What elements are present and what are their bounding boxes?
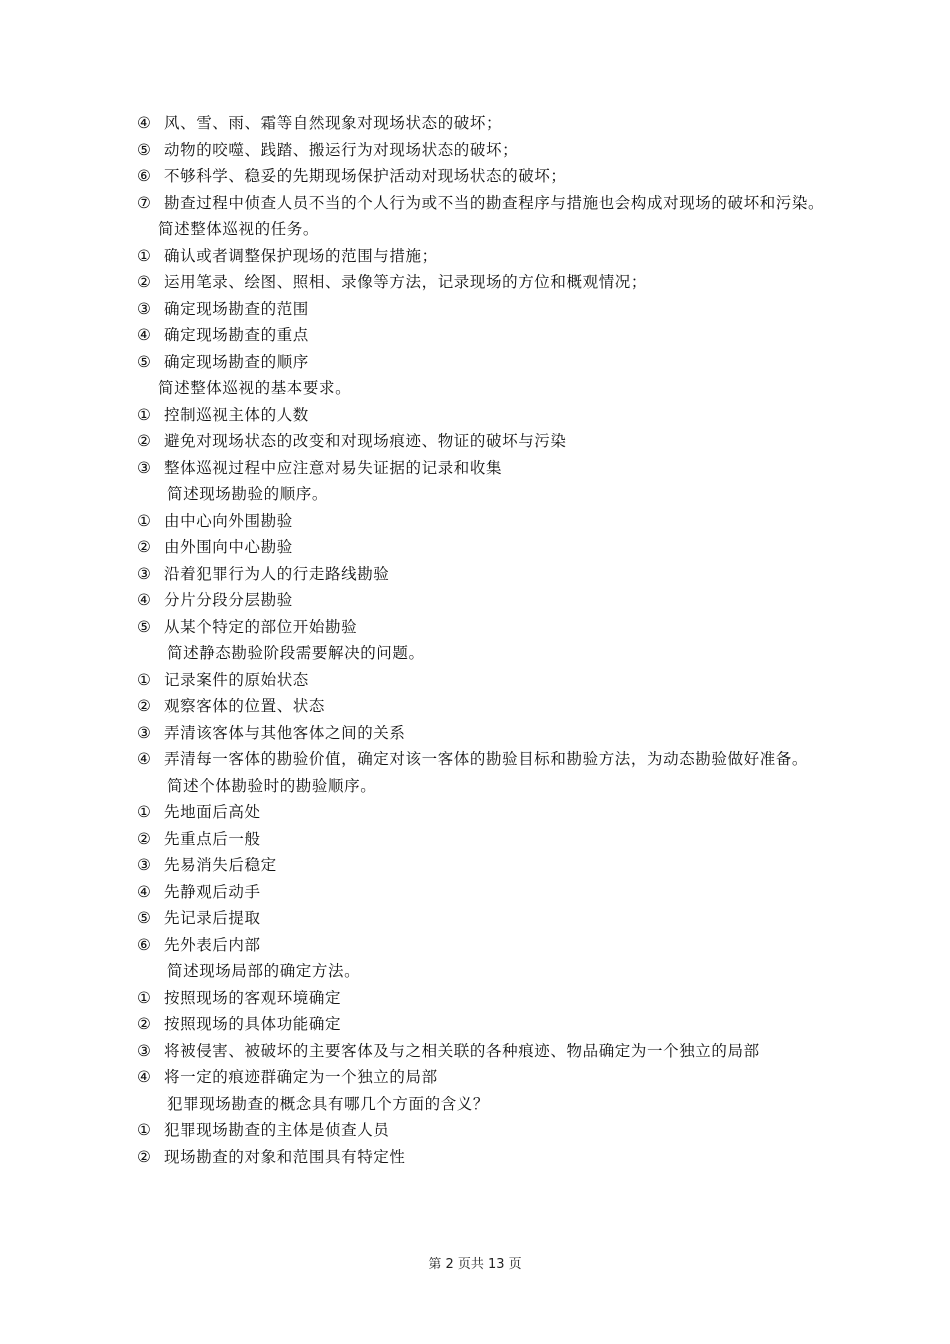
list-item <box>137 137 827 164</box>
item-text: 将被侵害、被破坏的主要客体及与之相关联的各种痕迹、物品确定为一个独立的局部 <box>164 1041 760 1060</box>
item-number: ③ <box>137 723 152 742</box>
item-number: ② <box>137 273 152 291</box>
page-number-footer: 第 2 页共 13 页 <box>428 1257 522 1272</box>
item-number: ① <box>137 1121 152 1139</box>
item-number: ③ <box>137 564 152 583</box>
list-item <box>137 1038 827 1065</box>
item-text: 弄清每一客体的勘验价值，确定对该一客体的勘验目标和勘验方法，为动态勘验做好准备。 <box>164 750 809 768</box>
list-item <box>137 720 827 747</box>
item-number: ⑤ <box>137 617 152 636</box>
item-text: 按照现场的具体功能确定 <box>164 1015 342 1033</box>
item-text: 先记录后提取 <box>164 909 261 927</box>
item-text: 风、雪、雨、霜等自然现象对现场状态的破坏； <box>164 114 503 132</box>
item-text: 先重点后一般 <box>164 829 261 848</box>
item-number: ⑤ <box>137 909 152 927</box>
list-item <box>137 1144 827 1171</box>
item-text: 由中心向外围勘验 <box>164 511 293 530</box>
list-item <box>137 932 827 959</box>
item-number: ③ <box>137 458 152 477</box>
item-number: ② <box>137 432 152 450</box>
item-number: ④ <box>137 326 152 344</box>
item-number: ② <box>137 1147 152 1166</box>
item-text: 动物的咬噬、践踏、搬运行为对现场状态的破坏； <box>164 140 519 159</box>
list-item <box>137 1011 827 1038</box>
item-text: 确认或者调整保护现场的范围与措施； <box>164 246 438 265</box>
item-text: 不够科学、稳妥的先期现场保护活动对现场状态的破坏； <box>164 167 567 185</box>
list-item <box>137 587 827 614</box>
list-item <box>137 693 827 720</box>
list-item <box>137 455 827 482</box>
item-number: ② <box>137 829 152 848</box>
list-item <box>137 349 827 376</box>
list-item <box>137 428 827 455</box>
item-number: ② <box>137 697 152 715</box>
list-item <box>137 1117 827 1144</box>
item-text: 先易消失后稳定 <box>164 856 277 874</box>
item-text: 确定现场勘查的重点 <box>164 326 309 344</box>
list-item <box>137 296 827 323</box>
question-heading: 犯罪现场勘查的概念具有哪几个方面的含义？ <box>167 1094 490 1113</box>
item-number: ③ <box>137 856 152 874</box>
list-item <box>137 905 827 932</box>
item-number: ① <box>137 511 152 530</box>
question-heading: 简述个体勘验时的勘验顺序。 <box>167 776 377 795</box>
item-text: 勘查过程中侦查人员不当的个人行为或不当的勘查程序与措施也会构成对现场的破坏和污染。 <box>164 193 825 212</box>
list-item <box>137 508 827 535</box>
list-item <box>137 561 827 588</box>
list-item <box>137 1064 827 1091</box>
list-item <box>137 269 827 296</box>
list-item <box>137 614 827 641</box>
question-heading: 简述现场勘验的顺序。 <box>167 485 329 503</box>
item-text: 观察客体的位置、状态 <box>164 697 326 715</box>
item-text: 沿着犯罪行为人的行走路线勘验 <box>164 564 390 583</box>
list-item <box>137 879 827 906</box>
item-text: 先外表后内部 <box>164 935 261 954</box>
item-text: 现场勘查的对象和范围具有特定性 <box>164 1147 406 1166</box>
item-number: ④ <box>137 1068 152 1086</box>
question-heading: 简述整体巡视的基本要求。 <box>158 379 352 397</box>
list-item <box>137 243 827 270</box>
item-text: 确定现场勘查的顺序 <box>164 352 309 371</box>
item-text: 控制巡视主体的人数 <box>164 405 309 424</box>
list-item <box>137 402 827 429</box>
item-number: ⑥ <box>137 935 152 954</box>
item-text: 运用笔录、绘图、照相、录像等方法，记录现场的方位和概观情况； <box>164 273 648 291</box>
list-item <box>137 985 827 1012</box>
item-number: ④ <box>137 114 152 132</box>
item-text: 从某个特定的部位开始勘验 <box>164 617 358 636</box>
document-body <box>137 110 827 1170</box>
item-number: ① <box>137 670 152 689</box>
item-number: ② <box>137 1015 152 1033</box>
list-item <box>137 826 827 853</box>
item-text: 避免对现场状态的改变和对现场痕迹、物证的破坏与污染 <box>164 432 567 450</box>
item-number: ③ <box>137 1041 152 1060</box>
question-heading: 简述整体巡视的任务。 <box>158 220 320 238</box>
item-text: 弄清该客体与其他客体之间的关系 <box>164 723 406 742</box>
item-number: ① <box>137 246 152 265</box>
item-number: ⑤ <box>137 352 152 371</box>
list-item <box>137 799 827 826</box>
item-number: ⑦ <box>137 193 152 212</box>
item-text: 犯罪现场勘查的主体是侦查人员 <box>164 1121 390 1139</box>
item-text: 记录案件的原始状态 <box>164 670 309 689</box>
item-number: ① <box>137 988 152 1007</box>
list-item <box>137 852 827 879</box>
item-number: ③ <box>137 299 152 318</box>
list-item <box>137 190 827 217</box>
item-text: 确定现场勘查的范围 <box>164 299 309 318</box>
item-number: ① <box>137 405 152 424</box>
list-item <box>137 534 827 561</box>
list-item <box>137 322 827 349</box>
item-number: ④ <box>137 750 152 768</box>
item-number: ④ <box>137 591 152 609</box>
item-text: 将一定的痕迹群确定为一个独立的局部 <box>164 1068 438 1086</box>
item-number: ⑥ <box>137 167 152 185</box>
item-text: 整体巡视过程中应注意对易失证据的记录和收集 <box>164 458 503 477</box>
item-number: ⑤ <box>137 140 152 159</box>
list-item <box>137 667 827 694</box>
item-text: 分片分段分层勘验 <box>164 591 293 609</box>
item-text: 先静观后动手 <box>164 882 261 901</box>
question-heading: 简述现场局部的确定方法。 <box>167 962 361 980</box>
item-text: 先地面后高处 <box>164 803 261 821</box>
item-number: ④ <box>137 882 152 901</box>
list-item <box>137 746 827 773</box>
list-item <box>137 163 827 190</box>
item-text: 按照现场的客观环境确定 <box>164 988 342 1007</box>
question-heading: 简述静态勘验阶段需要解决的问题。 <box>167 644 425 662</box>
item-number: ② <box>137 538 152 556</box>
item-number: ① <box>137 803 152 821</box>
item-text: 由外围向中心勘验 <box>164 538 293 556</box>
list-item <box>137 110 827 137</box>
